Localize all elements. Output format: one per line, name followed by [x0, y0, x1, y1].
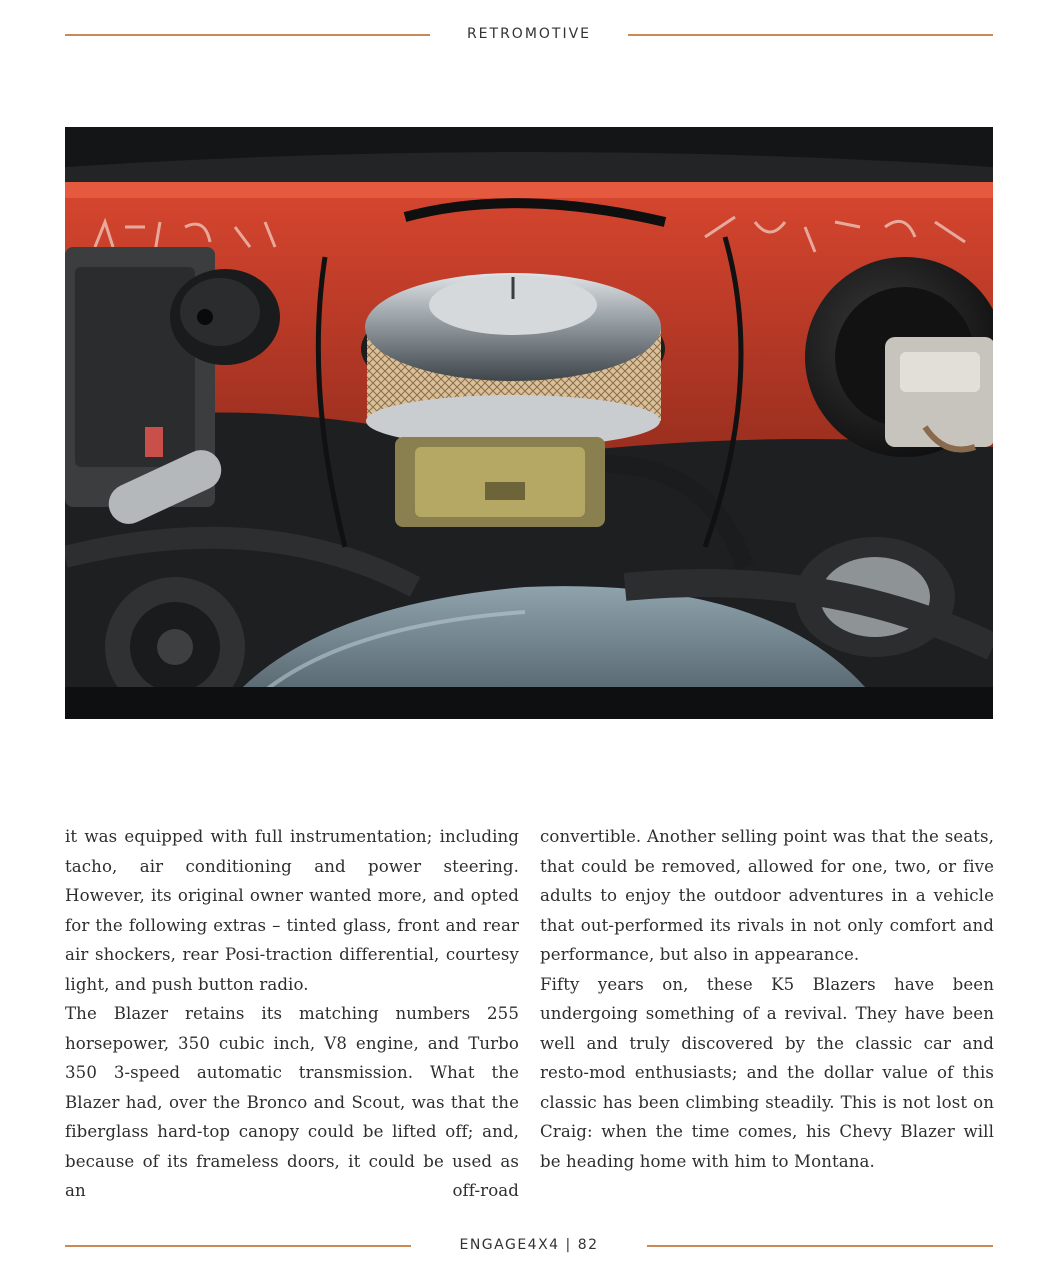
header-rule-right — [628, 34, 993, 36]
article-column-left — [65, 822, 519, 1206]
paragraph: it was equipped with full instrumentation; including tacho, air conditioning and power steering. However, its original owner wanted more, and opted for the following extras – tinted glass, front and rear air shockers, rear Posi-traction differential, courtesy light, and push button radio. — [65, 827, 519, 994]
paragraph: Fifty years on, these K5 Blazers have been undergoing something of a revival. They have been well and truly discovered by the classic car and resto-mod enthusiasts; and the dollar value of this classic has been climbing steadily. This is not lost on Craig: when the time comes, his Chevy Blazer will be heading home with him to Montana. — [540, 974, 994, 1171]
footer-folio: ENGAGE4X4 | 82 — [459, 1237, 599, 1253]
paragraph: The Blazer retains its matching numbers 255 horsepower, 350 cubic inch, V8 engine, and Turbo 350 3-speed automatic transmission. What the Blazer had, over the Bronco and Scout, was that the fiberglass hard-top canopy could be lifted off; and, because of its frameless doors, it could be used as an off-road — [65, 1004, 519, 1200]
footer-rule-right — [647, 1245, 993, 1247]
engine-bay-photo — [65, 127, 993, 719]
paragraph: convertible. Another selling point was that the seats, that could be removed, allowed for one, two, or five adults to enjoy the outdoor adventures in a vehicle that out-performed its rivals in not only comfort and performance, but also in appearance. — [540, 827, 994, 964]
footer-rule-left — [65, 1245, 411, 1247]
header-rule-left — [65, 34, 430, 36]
header-title: RETROMOTIVE — [466, 26, 592, 42]
article-column-right — [540, 822, 994, 1176]
